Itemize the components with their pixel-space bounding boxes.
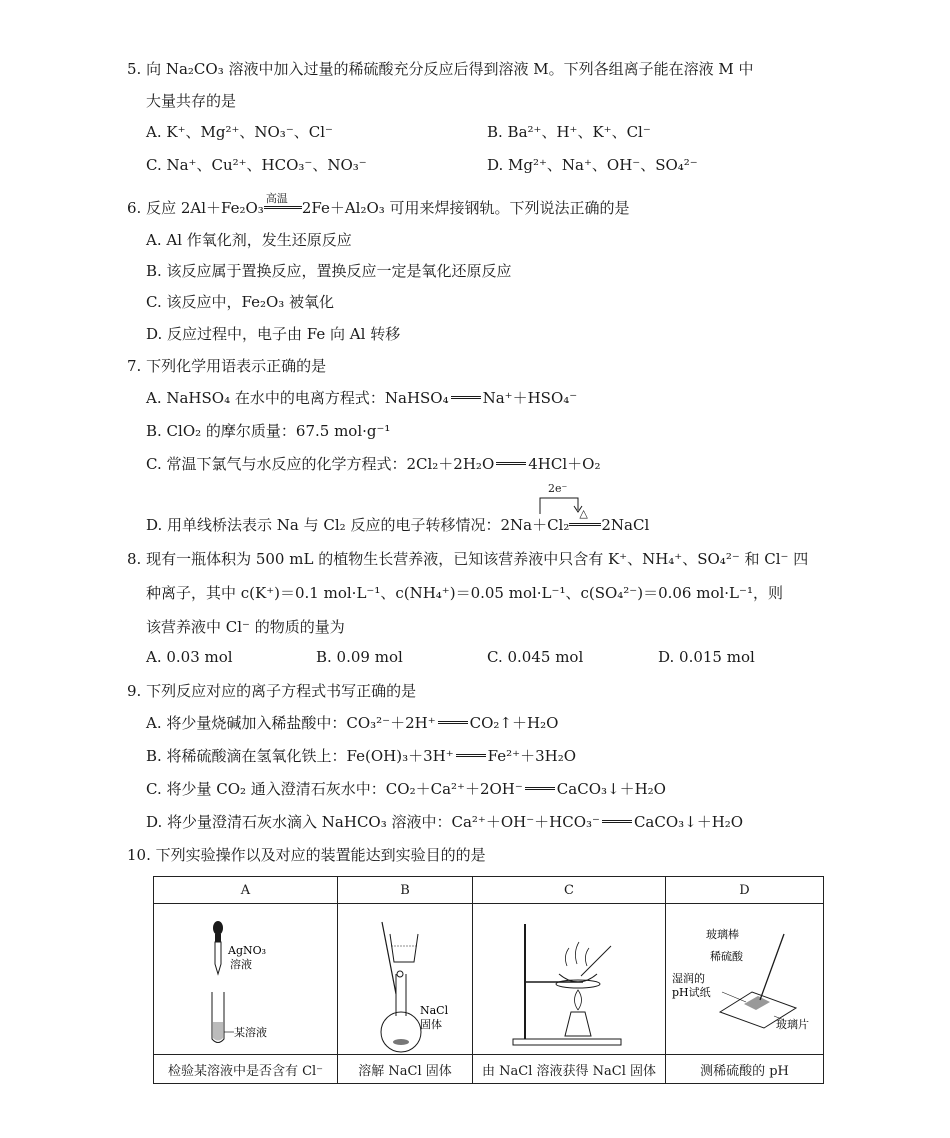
q8-option-b: B. 0.09 mol: [316, 648, 403, 666]
q9-c-right: CaCO₃↓＋H₂O: [556, 780, 666, 798]
q9-option-b: [146, 745, 576, 766]
q9-d-left: D. 将少量澄清石灰水滴入 NaHCO₃ 溶液中：Ca²⁺＋OH⁻＋HCO₃⁻: [146, 813, 600, 831]
header-c: C: [473, 877, 666, 904]
q5-option-a: A. K⁺、Mg²⁺、NO₃⁻、Cl⁻: [146, 123, 333, 141]
q6-option-d: D. 反应过程中，电子由 Fe 向 Al 转移: [146, 325, 401, 343]
q6-option-b: B. 该反应属于置换反应，置换反应一定是氧化还原反应: [146, 262, 512, 280]
q9-option-c: [146, 778, 666, 799]
label-glass-rod: 玻璃棒: [706, 928, 739, 941]
q9-b-right: Fe²⁺＋3H₂O: [487, 747, 577, 765]
caption-a: 检验某溶液中是否含有 Cl⁻: [154, 1055, 338, 1084]
q7-d-arrow: [569, 506, 601, 530]
q8-stem-line1: 8. 现有一瓶体积为 500 mL 的植物生长营养液，已知该营养液中只含有 K⁺、NH₄⁺、SO₄²⁻ 和 Cl⁻ 四: [127, 550, 809, 568]
label-ph-paper: pH试纸: [672, 986, 711, 999]
label-dilute-h2so4: 稀硫酸: [710, 950, 743, 963]
label-solution: 溶液: [230, 958, 252, 971]
q5-option-b: B. Ba²⁺、H⁺、K⁺、Cl⁻: [487, 123, 651, 141]
q8-option-d: D. 0.015 mol: [658, 648, 755, 666]
q6-stem: [127, 191, 630, 218]
header-b: B: [338, 877, 473, 904]
q8-stem-line2: 种离子，其中 c(K⁺)＝0.1 mol·L⁻¹、c(NH₄⁺)＝0.05 mol·L⁻¹、c(SO₄²⁻)＝0.06 mol·L⁻¹，则: [146, 584, 783, 602]
q6-option-a: A. Al 作氧化剂，发生还原反应: [146, 231, 352, 249]
q6-reaction-arrow: [264, 191, 302, 213]
q6-stem-part1: 6. 反应 2Al＋Fe₂O₃: [127, 199, 264, 217]
q5-option-d: D. Mg²⁺、Na⁺、OH⁻、SO₄²⁻: [487, 156, 698, 174]
caption-c: 由 NaCl 溶液获得 NaCl 固体: [473, 1055, 666, 1084]
q7-d-right: 2NaCl: [601, 516, 650, 534]
q7-a-right: Na⁺＋HSO₄⁻: [482, 389, 578, 407]
q7-option-a: [146, 387, 577, 408]
q6-condition: 高温: [265, 191, 288, 205]
label-nacl: NaCl: [420, 1004, 449, 1017]
q10-stem: 10. 下列实验操作以及对应的装置能达到实验目的的是: [127, 846, 486, 864]
q5-stem-line2: 大量共存的是: [146, 92, 237, 110]
q7-a-left: A. NaHSO₄ 在水中的电离方程式：NaHSO₄: [146, 389, 449, 407]
q7-option-d: [146, 506, 650, 535]
q6-option-c: C. 该反应中，Fe₂O₃ 被氧化: [146, 293, 335, 311]
q7-c-left: C. 常温下氯气与水反应的化学方程式：2Cl₂＋2H₂O: [146, 455, 495, 473]
q7-d-condition: △: [579, 506, 588, 520]
header-a: A: [154, 877, 338, 904]
q6-stem-part2: 2Fe＋Al₂O₃ 可用来焊接钢轨。下列说法正确的是: [301, 199, 630, 217]
q7-electron-label: 2e⁻: [548, 482, 568, 495]
q8-stem-line3: 该营养液中 Cl⁻ 的物质的量为: [146, 618, 345, 636]
label-some-solution: 某溶液: [234, 1026, 267, 1039]
apparatus-b: [338, 904, 473, 1055]
q7-stem: 7. 下列化学用语表示正确的是: [127, 357, 327, 375]
label-glass-slide: 玻璃片: [776, 1018, 809, 1031]
experiment-table: [153, 876, 824, 1084]
q8-option-c: C. 0.045 mol: [487, 648, 584, 666]
q5-option-c: C. Na⁺、Cu²⁺、HCO₃⁻、NO₃⁻: [146, 156, 367, 174]
caption-b: 溶解 NaCl 固体: [338, 1055, 473, 1084]
q9-a-right: CO₂↑＋H₂O: [469, 714, 559, 732]
label-solid: 固体: [420, 1018, 442, 1031]
apparatus-a: [154, 904, 338, 1055]
q9-option-a: [146, 712, 558, 733]
q7-d-left: D. 用单线桥法表示 Na 与 Cl₂ 反应的电子转移情况：2Na＋Cl₂: [146, 516, 570, 534]
q9-d-right: CaCO₃↓＋H₂O: [633, 813, 744, 831]
q7-option-b: B. ClO₂ 的摩尔质量：67.5 mol·g⁻¹: [146, 422, 391, 440]
q9-stem: 9. 下列反应对应的离子方程式书写正确的是: [127, 682, 417, 700]
q5-stem-line1: 5. 向 Na₂CO₃ 溶液中加入过量的稀硫酸充分反应后得到溶液 M。下列各组离子能在溶液 M 中: [127, 60, 754, 78]
q9-b-left: B. 将稀硫酸滴在氢氧化铁上：Fe(OH)₃＋3H⁺: [146, 747, 454, 765]
q8-option-a: A. 0.03 mol: [146, 648, 233, 666]
label-wet: 湿润的: [672, 972, 705, 985]
header-d: D: [666, 877, 824, 904]
q9-c-left: C. 将少量 CO₂ 通入澄清石灰水中：CO₂＋Ca²⁺＋2OH⁻: [146, 780, 523, 798]
label-agno3: AgNO₃: [228, 944, 267, 957]
caption-d: 测稀硫酸的 pH: [666, 1055, 824, 1084]
q7-option-c: [146, 453, 600, 474]
q7-c-right: 4HCl＋O₂: [528, 455, 601, 473]
q9-a-left: A. 将少量烧碱加入稀盐酸中：CO₃²⁻＋2H⁺: [146, 714, 436, 732]
apparatus-c: [473, 904, 666, 1055]
apparatus-d: [666, 904, 824, 1055]
q9-option-d: [146, 811, 743, 832]
